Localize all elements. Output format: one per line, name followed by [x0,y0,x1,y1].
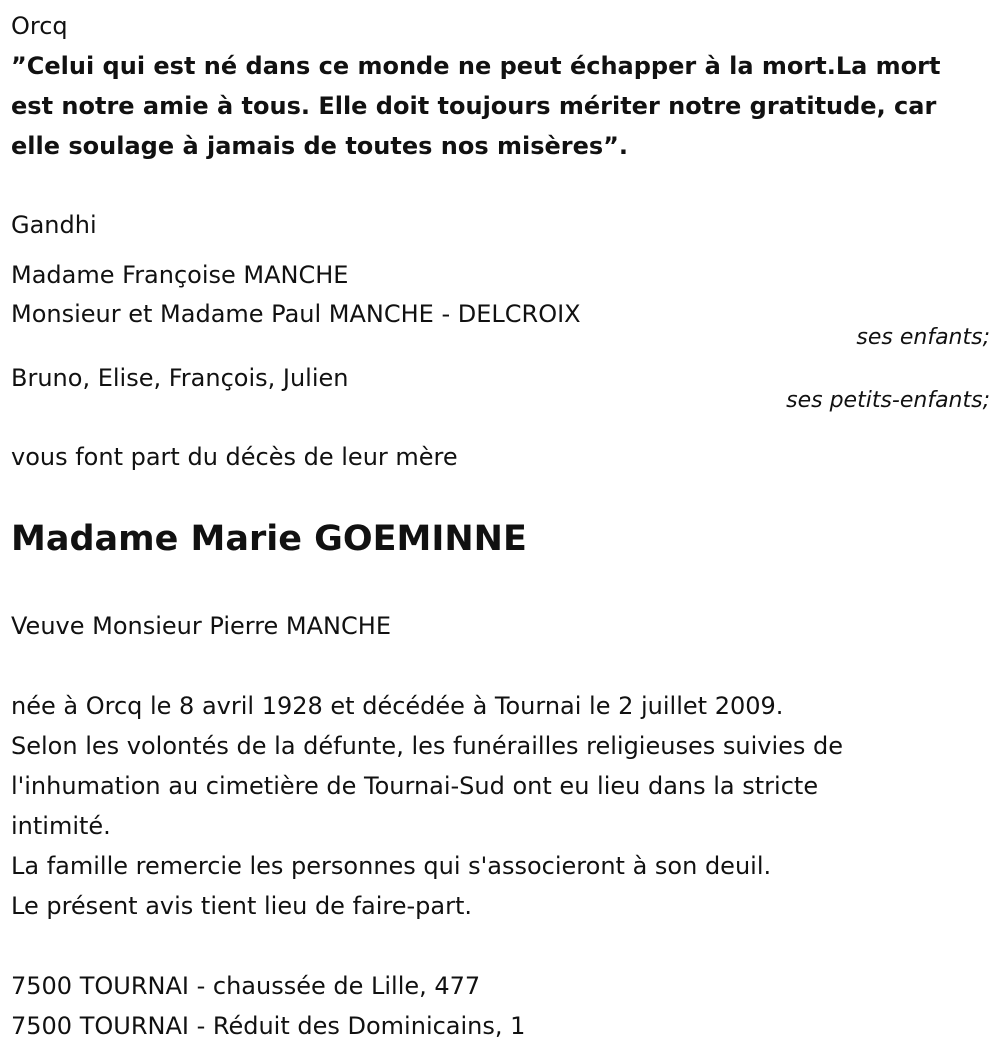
deceased-name: Madame Marie GOEMINNE [11,519,527,559]
child-name-2: Monsieur et Madame Paul MANCHE - DELCROIX [11,300,581,328]
address-line: 7500 TOURNAI - Réduit des Dominicains, 1 [11,1012,526,1040]
details-line: La famille remercie les personnes qui s'associeront à son deuil. [11,852,772,880]
details-line: intimité. [11,812,111,840]
children-role: ses enfants; [856,325,990,350]
quote-line: est notre amie à tous. Elle doit toujours mériter notre gratitude, car [11,92,937,120]
quote-author: Gandhi [11,211,97,239]
quote-line: elle soulage à jamais de toutes nos misères”. [11,132,629,160]
details-line: Le présent avis tient lieu de faire-part. [11,892,473,920]
place-name: Orcq [11,12,68,40]
quote-block [11,46,986,166]
details-line: née à Orcq le 8 avril 1928 et décédée à Tournai le 2 juillet 2009. [11,692,784,720]
details-line: l'inhumation au cimetière de Tournai-Sud ont eu lieu dans la stricte [11,772,819,800]
grandchildren-role: ses petits-enfants; [786,388,990,413]
quote-line: ”Celui qui est né dans ce monde ne peut échapper à la mort.La mort [11,52,941,80]
widow-of: Veuve Monsieur Pierre MANCHE [11,612,391,640]
details-line: Selon les volontés de la défunte, les funérailles religieuses suivies de [11,732,844,760]
child-name-1: Madame Françoise MANCHE [11,261,349,289]
address-line: 7500 TOURNAI - chaussée de Lille, 477 [11,972,481,1000]
announcement-text: vous font part du décès de leur mère [11,443,458,471]
grandchildren-names: Bruno, Elise, François, Julien [11,364,349,392]
